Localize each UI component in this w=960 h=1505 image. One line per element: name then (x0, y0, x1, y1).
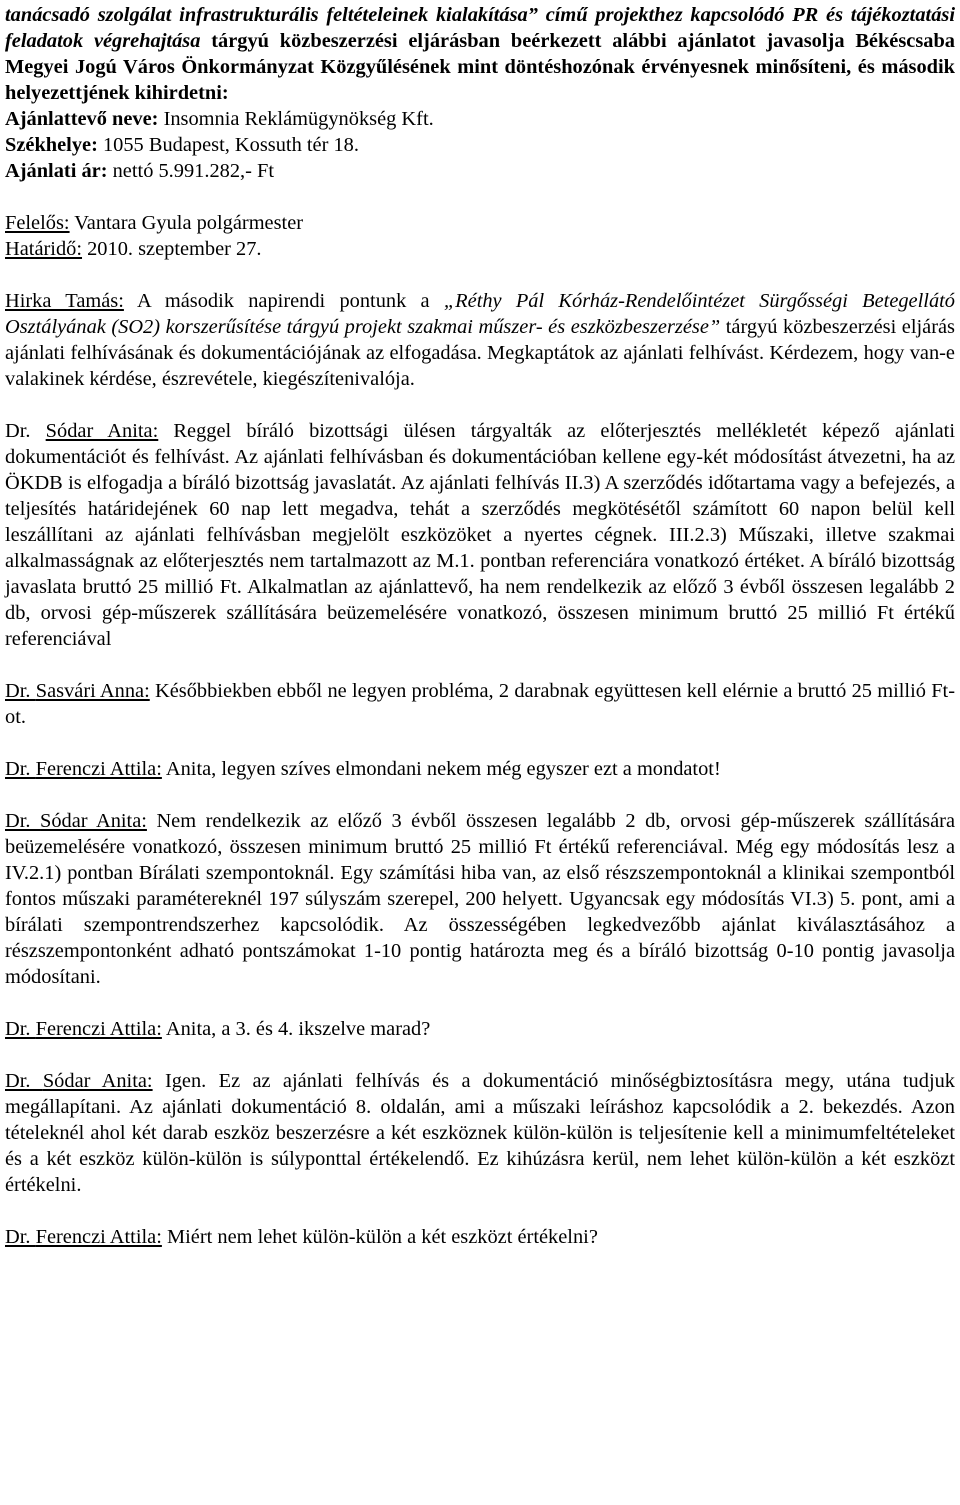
speaker-name: Sasvári Anna: (35, 680, 150, 702)
spacer (5, 782, 955, 808)
speech-text: Anita, legyen szíves elmondani nekem még egyszer ezt a mondatot! (161, 758, 721, 780)
deadline-value: 2010. szeptember 27. (82, 238, 262, 260)
speaker-prefix: Dr. (5, 1226, 31, 1248)
speech-sodar-1 (5, 418, 955, 652)
intro-line-2-rest: tárgyú közbeszerzési eljárásban beérkezett alábbi ajánlatot javasolja Békéscsaba Megyei Jogú Város Önkormányzat Közgyűlésének mint döntéshozónak érvényesnek minősíteni, és második helyezettjének kihirdetni: (5, 30, 956, 104)
speech-text: A második napirendi pontunk a (123, 290, 444, 312)
speaker-prefix: Dr. (5, 420, 31, 442)
deadline-label: Határidő: (5, 238, 83, 260)
offer-price-line (5, 158, 955, 184)
speech-text: tárgyú közbeszerzési eljárás ajánlati felhívásának és dokumentációjának az elfogadása. Megkaptátok az ajánlati felhívást. Kérdezem, hogy van-e valakinek kérdése, észrevétele, kiegészítenivalója. (5, 316, 955, 390)
offer-price-value: nettó 5.991.282,- Ft (107, 160, 275, 182)
offer-name-label: Ajánlattevő neve: (5, 108, 159, 130)
offer-seat-line (5, 132, 955, 158)
responsible-label: Felelős: (5, 212, 70, 234)
speaker-prefix: Dr. (5, 758, 31, 780)
speaker-name: Sódar Anita: (40, 810, 147, 832)
spacer (5, 1198, 955, 1224)
offer-price-label: Ajánlati ár: (5, 160, 108, 182)
speech-ferenczi-2 (5, 1016, 955, 1042)
speech-ferenczi-3 (5, 1224, 955, 1250)
speech-text: Nem rendelkezik az előző 3 évből összesen legalább 2 db, orvosi gép-műszerek szállítására beüzemelésére vonatkozó, összesen minimum bruttó 25 millió Ft értékű referenciával. Még egy módosítás lesz a IV.2.1) pontban Bírálati szempontoknál. Egy számítási hiba van, az első részszempontoknál a klinikai szempontból fontos műszaki paramétereknél 197 súlyszám szerepel, 200 helyett. Ugyancsak egy módosítás VI.3) 5. pont, ami a bírálati szempontrendszerhez kapcsolódik. Az összességében legkedvezőbb ajánlat kiválasztásához a részszempontonként adható pontszámokat 1-10 pontig határozta meg és a bíráló bizottság 0-10 pontig javasolja módosítani. (5, 810, 955, 988)
speech-text: Miért nem lehet külön-külön a két eszközt értékelni? (161, 1226, 598, 1248)
speech-text: Reggel bíráló bizottsági ülésen tárgyalták az előterjesztés mellékletét képező ajánlati dokumentációt és felhívást. Az ajánlati felhívásban és dokumentációban kellene egy-két módosítást átvezetni, ha az ÖKDB is elfogadja a bíráló bizottság javaslatát. Az ajánlati felhívás II.3) A szerződés időtartama vagy a befejezés, a teljesítés határidejének 60 nap lett megadva, tehát a szerződés megkötésétől számított 60 napon belül kell leszállítani az ajánlati felhívásban megjelölt eszközöket a nyertes cégnek. III.2.3) Műszaki, illetve szakmai alkalmasságnak az előterjesztés nem tartalmazott az M.1. pontban referenciára vonatkozó értéket. A bíráló bizottság javaslata bruttó 25 millió Ft. Alkalmatlan az ajánlattevő, ha nem rendelkezik az előző 3 évből összesen legalább 2 db, orvosi gép-műszerek szállítására beüzemelésére vonatkozó, összesen minimum bruttó 25 millió Ft értékű referenciával (5, 420, 955, 650)
speech-text: Anita, a 3. és 4. ikszelve marad? (161, 1018, 431, 1040)
speech-ferenczi-1 (5, 756, 955, 782)
spacer (5, 730, 955, 756)
speaker-prefix: Dr. (5, 680, 31, 702)
intro-line-1: tanácsadó szolgálat infrastrukturális feltételeinek kialakítása” című projekthez kapcsolódó (5, 4, 785, 26)
intro-paragraph (5, 2, 955, 106)
speaker-name: Sódar Anita: (42, 1070, 153, 1092)
speaker-prefix: Dr. (5, 1018, 31, 1040)
speech-sodar-3 (5, 1068, 955, 1198)
spacer (5, 392, 955, 418)
offer-name-value: Insomnia Reklámügynökség Kft. (158, 108, 434, 130)
speaker-prefix: Dr. (5, 1070, 31, 1092)
speaker-prefix: Dr. (5, 810, 31, 832)
speech-text: Igen. Ez az ajánlati felhívás és a dokumentáció minőségbiztosításra megy, utána tudjuk megállapítani. Az ajánlati dokumentáció 8. oldalán, ami a műszaki leíráshoz kapcsolódik a 2. bekezdés. Azon tételeknél ahol két darab eszköz beszerzésre a két eszköznek külön-külön is teljesítenie kell a minimumfeltételeket és a két eszköz külön-külön is súlyponttal értékelendő. Ez kihúzásra kerül, nem lehet külön-külön a két eszközt értékelni. (5, 1070, 956, 1196)
speaker-name: Hirka Tamás: (5, 290, 124, 312)
spacer (5, 262, 955, 288)
deadline-line (5, 236, 955, 262)
intro-line-2: PR és tájékoztatási feladatok végrehajtása (5, 4, 956, 52)
speech-sodar-2 (5, 808, 955, 990)
offer-seat-label: Székhelye: (5, 134, 98, 156)
speech-hirka (5, 288, 955, 392)
speaker-name: Sódar Anita: (45, 420, 159, 442)
speech-text: Későbbiekben ebből ne legyen probléma, 2 darabnak együttesen kell elérnie a bruttó 25 millió Ft-ot. (5, 680, 955, 728)
responsible-value: Vantara Gyula polgármester (69, 212, 304, 234)
speaker-name: Ferenczi Attila: (35, 1226, 162, 1248)
responsible-line (5, 210, 955, 236)
offer-seat-value: 1055 Budapest, Kossuth tér 18. (97, 134, 359, 156)
speech-sasvari (5, 678, 955, 730)
speaker-name: Ferenczi Attila: (35, 758, 162, 780)
spacer (5, 990, 955, 1016)
project-title: „Réthy Pál Kórház-Rendelőintézet Sürgősségi Betegellátó Osztályának (SO2) korszerűsítése tárgyú projekt szakmai műszer- és eszközbeszerzése” (5, 290, 955, 338)
spacer (5, 184, 955, 210)
spacer (5, 652, 955, 678)
offer-name-line (5, 106, 955, 132)
speaker-name: Ferenczi Attila: (35, 1018, 162, 1040)
spacer (5, 1042, 955, 1068)
